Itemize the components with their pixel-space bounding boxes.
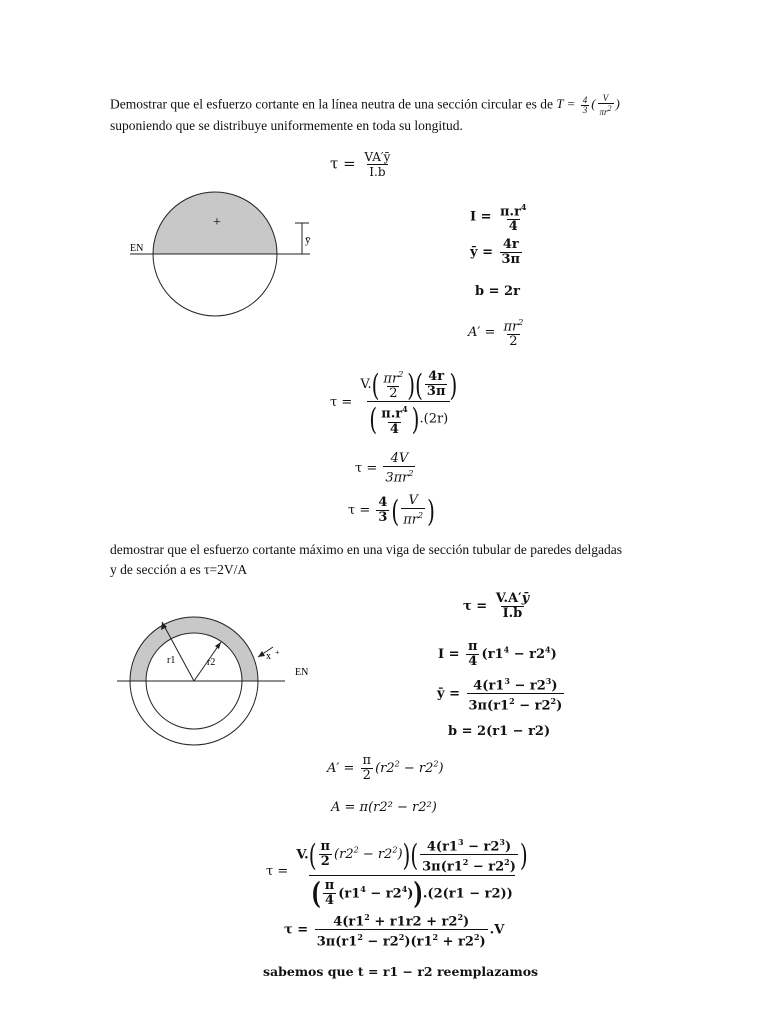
problem1-intro-line1: Demostrar que el esfuerzo cortante en la línea neutra de una sección circular es de T = $\frac{4}{3}$ ( $\frac{V}{\pi r^2}$ ) xyxy=(110,93,620,117)
problem2-eq-tau-general: τ = $\frac{V.A'ȳ}{I.b}$ xyxy=(463,591,530,621)
shaded-upper-ring xyxy=(130,617,258,681)
problem2-tube-figure xyxy=(115,605,345,770)
problem1-eq-A: A′ = $\frac{\pi r^2}{2}$ xyxy=(468,318,524,350)
problem2-eq-Aprime: A′ = $\frac{\pi}{2}$ $(r2^2 - r2^2)$ xyxy=(327,753,444,783)
problem2-intro-line1: demostrar que el esfuerzo cortante máximo en una viga de sección tubular de paredes delgadas xyxy=(110,542,623,557)
problem2-eq-A: A = π(r2² − r2²) xyxy=(331,800,437,815)
problem1-intro-formula: T = $\frac{4}{3}$ ( $\frac{V}{\pi r^2}$ ) xyxy=(556,93,620,117)
problem1-intro-line2: suponiendo que se distribuye uniformemente en toda su longitud. xyxy=(110,118,463,133)
problem2-closing-line: sabemos que t = r1 − r2 reemplazamos xyxy=(263,964,539,979)
en-label: EN xyxy=(295,667,309,678)
inner-lower-arc xyxy=(146,681,242,729)
en-label: EN xyxy=(130,243,144,254)
problem1-eq-I: I = $\frac{\pi.r^4}{4}$ xyxy=(470,202,527,235)
problem2-intro-line2: y de sección a es τ=2V/A xyxy=(110,562,248,577)
x-label: x xyxy=(266,651,271,662)
problem1-eq-result: τ = $\frac{4}{3}$ ( $\frac{V}{\pi r^2}$ ) xyxy=(348,492,435,529)
problem2-eq-b: b = 2(r1 − r2) xyxy=(448,724,551,739)
r2-label: r2 xyxy=(207,657,216,668)
problem2-eq-I: I = $\frac{\pi}{4}$ $(r1^4 - r2^4)$ xyxy=(438,639,557,669)
problem2-eq-substitution: τ = V.( $\frac{\pi}{2}$ $(r2^2 - r2^2)$)( $\frac{4(r1^3 - r2^3)}{3\pi(r1^2 - r2^2)}$ ) ( $\frac{\pi}{4}$ $(r1^4 - r2^4)).(2(r1 - r2))$ xyxy=(266,836,528,912)
problem1-eq-simplified: τ = $\frac{4V}{3\pi r^2}$ xyxy=(355,451,414,486)
problem2-eq-ybar: ȳ = $\frac{4(r1^3 - r2^3)}{3\pi(r1^2 - r2^2)}$ xyxy=(437,676,563,714)
problem1-eq-substitution: τ = V.( $\frac{\pi r^2}{2}$ )( $\frac{4r}{3\pi}$ ) ( $\frac{\pi.r^4}{4}$ ).(2r) xyxy=(330,366,458,438)
problem1-eq-b: b = 2r xyxy=(475,284,520,299)
lower-half-circle xyxy=(153,254,277,316)
problem2-eq-simplified: τ = $\frac{4(r1^2 + r1r2 + r2^2)}{3\pi(r1^2 - r2^2)(r1^2 + r2^2)}$ .V xyxy=(284,912,505,950)
outer-lower-arc xyxy=(130,681,258,745)
problem1-circle-figure xyxy=(125,185,315,320)
problem1-eq-tau-general: τ = $\frac{VA'ȳ}{I.b}$ xyxy=(330,150,391,179)
svg-text:+: + xyxy=(275,648,280,657)
r1-label: r1 xyxy=(167,655,176,666)
centroid-marker: + xyxy=(213,215,221,230)
ybar-label: ȳ xyxy=(305,234,311,246)
problem1-eq-ybar: ȳ = $\frac{4r}{3\pi}$ xyxy=(470,237,521,267)
